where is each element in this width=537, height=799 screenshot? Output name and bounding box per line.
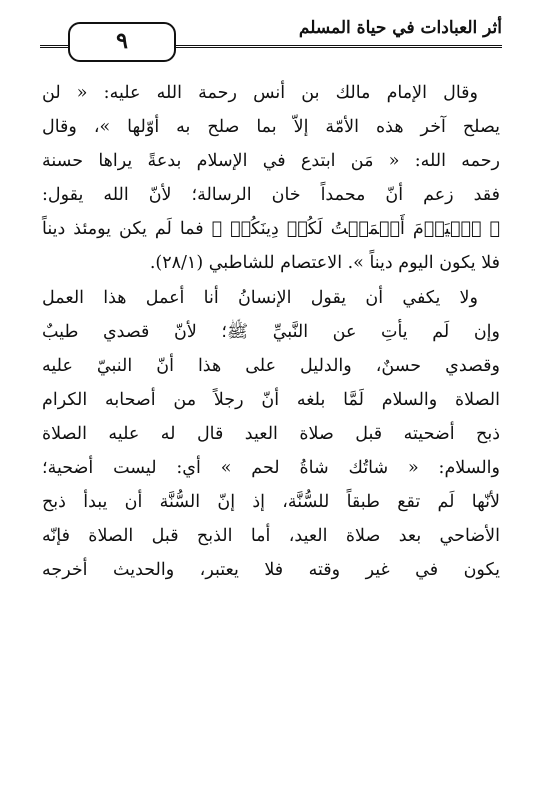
page-number: ٩ [116, 28, 128, 54]
text-line: يكون في غير وقته فلا يعتبر، والحديث أخرجه [42, 560, 500, 581]
header-title: أثر العبادات في حياة المسلم [298, 18, 502, 38]
text-line: الأضاحي بعد صلاة العيد، أما الذبح قبل الصلاة فإنّه [42, 526, 500, 547]
text-line: فلا يكون اليوم ديناً ». الاعتصام للشاطبي (٢٨/١). [149, 253, 500, 274]
text-line: والسلام: « شاتُك شاةُ لحم » أي: ليست أضحية؛ [42, 458, 500, 479]
text-line: فقد زعم أنّ محمداً خان الرسالة؛ لأنّ الله يقول: [42, 185, 500, 206]
running-header [40, 14, 502, 54]
text-line: ذبح أضحيته قبل صلاة العيد قال له عليه الصلاة [42, 423, 500, 444]
text-line: وإن لَم يأتِ عن النَّبيِّ ﷺ؛ لأنّ قصدي طيبٌ [42, 321, 500, 342]
body-text [42, 76, 500, 587]
page-number-box [68, 22, 176, 62]
text-line: لأنّها لَم تقع طبقاً للسُّنَّة، إذ إنّ السُّنَّة أن يبدأ ذبح [42, 492, 500, 513]
text-line: وقال الإمام مالك بن أنس رحمة الله عليه: « لن [42, 83, 478, 103]
quran-verse-line: ﴿ ٱلۡيَوۡمَ أَكۡمَلۡتُ لَكُمۡ دِينَكُمۡ ﴾ فما لَم يكن يومئذ ديناً [42, 219, 500, 240]
text-line: ولا يكفي أن يقول الإنسانُ أنا أعمل هذا العمل [42, 287, 478, 308]
text-line: رحمه الله: « مَن ابتدع في الإسلام بدعةً يراها حسنة [42, 151, 500, 172]
text-line: وقصدي حسنٌ، والدليل على هذا أنّ النبيّ عليه [42, 355, 500, 376]
text-line: الصلاة والسلام لَمَّا بلغه أنّ رجلاً من أصحابه الكرام [42, 389, 500, 410]
text-line: يصلح آخر هذه الأمّة إلاّ بما صلح به أوّلها »، وقال [42, 117, 500, 138]
